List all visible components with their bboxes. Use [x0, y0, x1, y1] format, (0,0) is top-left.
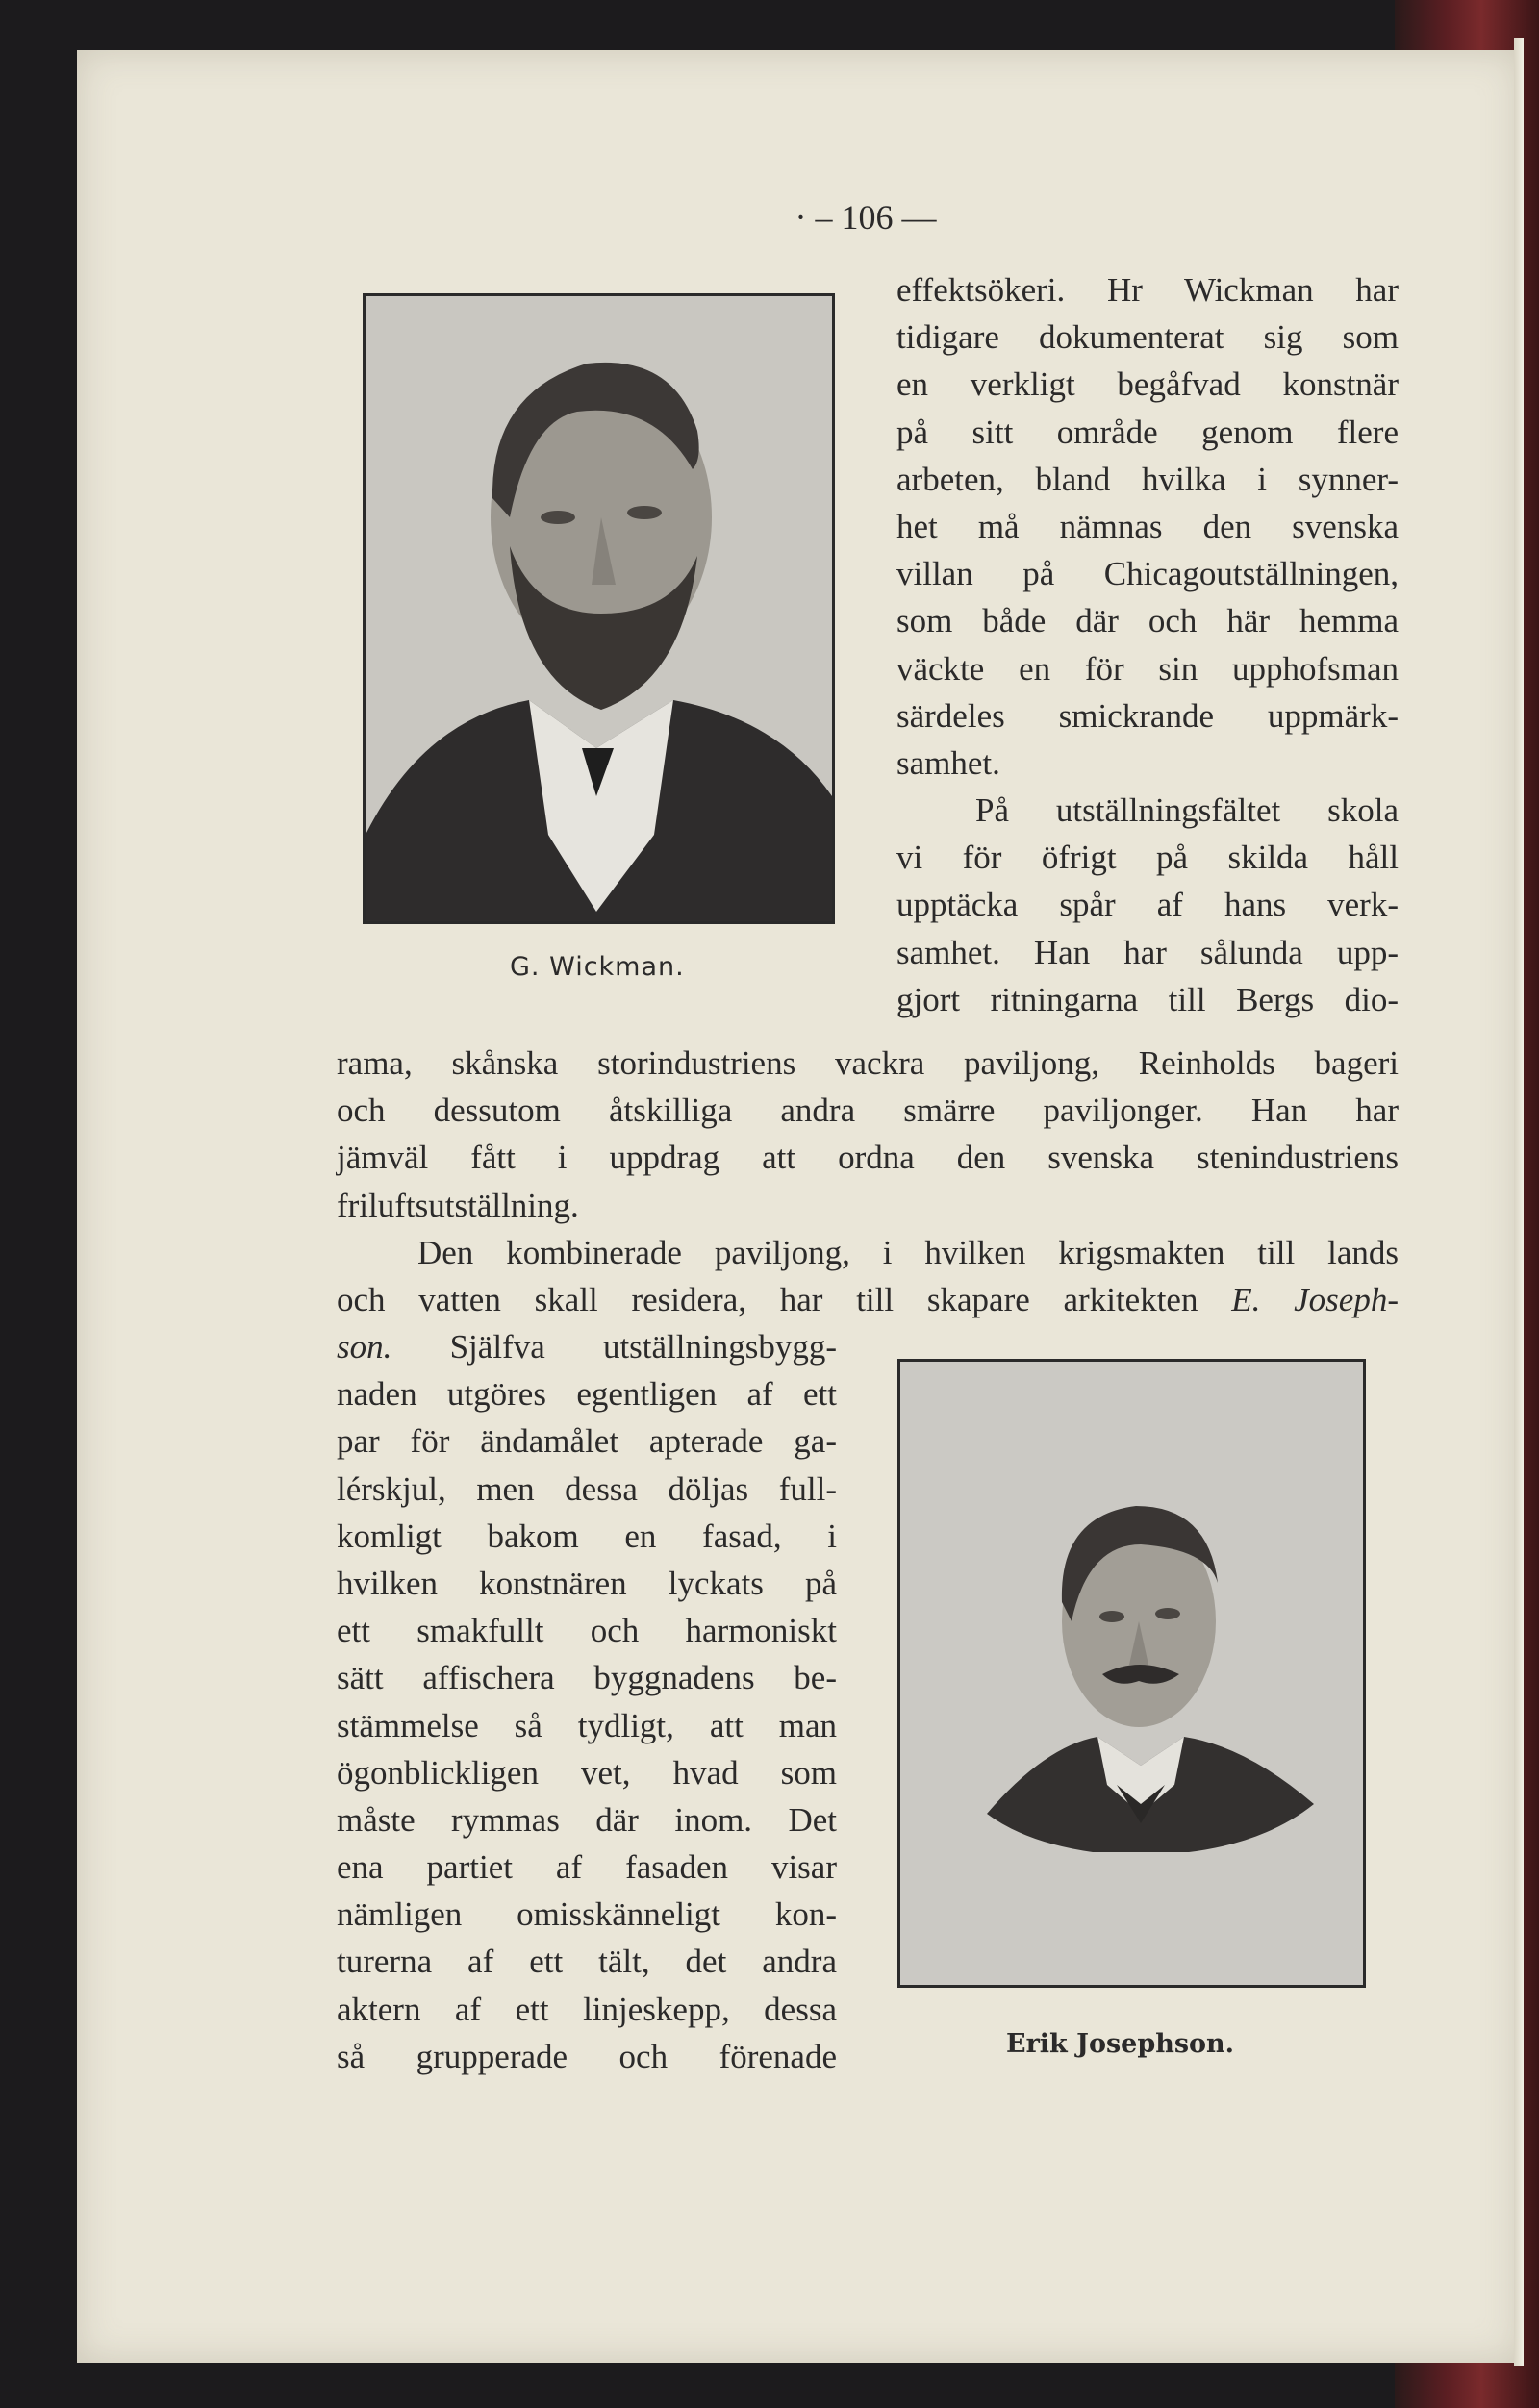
text-line: hvilken konstnären lyckats på	[337, 1564, 837, 1602]
portrait-photo-josephson	[897, 1359, 1366, 1988]
portrait-wickman-image	[366, 296, 832, 921]
text-line: friluftsutställning.	[337, 1186, 579, 1224]
caption-wickman: G. Wickman.	[510, 952, 685, 982]
text-line: upptäcka spår af hans verk-	[896, 886, 1399, 924]
text-line: stämmelse så tydligt, att man	[337, 1706, 837, 1744]
text-line: het må nämnas den svenska	[896, 507, 1399, 545]
text-line: och vatten skall residera, har till skapare arkitekten E. Joseph-	[337, 1280, 1399, 1318]
text-line: Den kombinerade paviljong, i hvilken krigsmakten till lands	[417, 1233, 1399, 1271]
text-line: jämväl fått i uppdrag att ordna den svenska stenindustriens	[337, 1139, 1399, 1177]
text-line: en verkligt begåfvad konstnär	[896, 365, 1399, 404]
text-line: särdeles smickrande uppmärk-	[896, 696, 1399, 735]
text-line: rama, skånska storindustriens vackra paviljong, Reinholds bageri	[337, 1044, 1399, 1082]
text-line: samhet.	[896, 743, 1000, 782]
text-line: villan på Chicagoutställningen,	[896, 555, 1399, 593]
page-number: · – 106 —	[795, 198, 937, 237]
caption-josephson: Erik Josephson.	[1006, 2029, 1235, 2059]
text-line: ena partiet af fasaden visar	[337, 1848, 837, 1887]
portrait-josephson-image	[900, 1362, 1363, 1985]
text-line: vi för öfrigt på skilda håll	[896, 839, 1399, 877]
text-line: turerna af ett tält, det andra	[337, 1943, 837, 1981]
text-line: och dessutom åtskilliga andra smärre paviljonger. Han har	[337, 1091, 1399, 1130]
text-line: effektsökeri. Hr Wickman har	[896, 271, 1399, 309]
text-line: På utställningsfältet skola	[975, 791, 1399, 830]
text-line: nämligen omisskänneligt kon-	[337, 1895, 837, 1934]
text-line: ögonblickligen vet, hvad som	[337, 1753, 837, 1792]
text-line: som både där och här hemma	[896, 602, 1399, 640]
text-line: sätt affischera byggnadens be-	[337, 1659, 837, 1697]
text-line: komligt bakom en fasad, i	[337, 1517, 837, 1555]
paragraph-left-column	[337, 1323, 837, 2080]
text-line: par för ändamålet apterade ga-	[337, 1422, 837, 1461]
paragraph-full-width	[337, 1040, 1399, 1323]
text-line: gjort ritningarna till Bergs dio-	[896, 980, 1399, 1018]
text-line: väckte en för sin upphofsman	[896, 649, 1399, 688]
text-line: son. Själfva utställningsbygg-	[337, 1328, 837, 1366]
text-line: aktern af ett linjeskepp, dessa	[337, 1990, 837, 2028]
text-line: samhet. Han har sålunda upp-	[896, 933, 1399, 971]
text-line: ett smakfullt och harmoniskt	[337, 1612, 837, 1650]
text-line: arbeten, bland hvilka i synner-	[896, 460, 1399, 498]
architect-name-cont: son.	[337, 1328, 392, 1366]
text-line: lérskjul, men dessa döljas full-	[337, 1469, 837, 1508]
portrait-photo-wickman	[363, 293, 835, 924]
text-line: naden utgöres egentligen af ett	[337, 1375, 837, 1414]
architect-name: E. Joseph-	[1231, 1280, 1399, 1318]
text-line: så grupperade och förenade	[337, 2037, 837, 2075]
text-line: på sitt område genom flere	[896, 413, 1399, 451]
text-line: tidigare dokumenterat sig som	[896, 318, 1399, 357]
page-edge	[1514, 38, 1524, 2366]
paragraph-right-column	[896, 266, 1399, 1023]
text-line: måste rymmas där inom. Det	[337, 1800, 837, 1839]
